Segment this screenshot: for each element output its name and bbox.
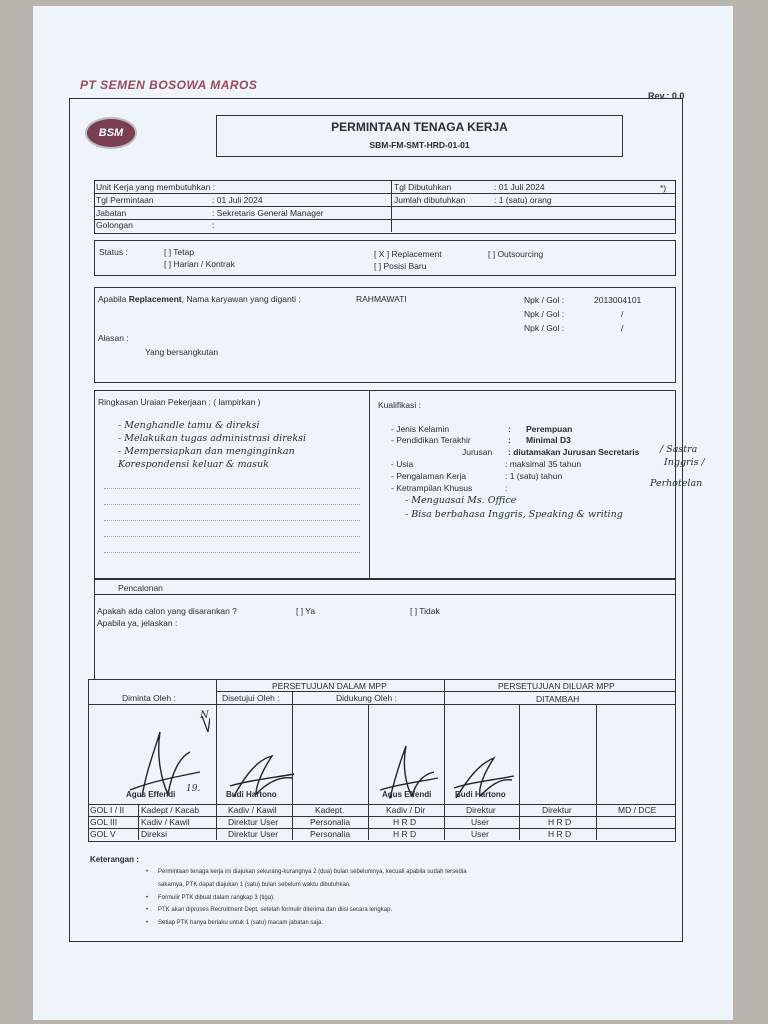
approver-cell: H R D: [393, 817, 417, 827]
tgl-dibutuhkan-value: : 01 Juli 2024: [494, 182, 545, 192]
approver-cell: Personalia: [310, 829, 351, 839]
uraian-label: Ringkasan Uraian Pekerjaan : ( lampirkan ): [98, 397, 261, 407]
approver-cell: Kadiv / Dir: [386, 805, 426, 815]
note-item: Setiap PTK hanya berlaku untuk 1 (satu) macam jabatan saja.: [158, 920, 324, 926]
note-item: PTK akan diproses Recruitment Dept. setelah formulir diterima dan diisi secara lengkap.: [158, 907, 393, 913]
approver-cell: H R D: [548, 817, 572, 827]
tgl-dibutuhkan-mark: *): [660, 183, 667, 193]
npk-label-2: Npk / Gol :: [524, 309, 565, 319]
pencalonan-question: Apakah ada calon yang disarankan ?: [97, 606, 237, 616]
pendidikan-value: Minimal D3: [526, 435, 571, 445]
approver-cell: User: [471, 817, 489, 827]
approver-cell: H R D: [548, 829, 572, 839]
uraian-item: Korespondensi keluar & masuk: [118, 459, 269, 470]
jurusan-handwritten-1: / Sastra: [660, 444, 698, 455]
note-bullet: •: [146, 907, 149, 913]
status-posisi-baru-checkbox[interactable]: [ ] Posisi Baru: [374, 261, 427, 271]
approver-cell: Kadiv / Kawil: [228, 805, 277, 815]
skill-item: - Bisa berbahasa Inggris, Speaking & writing: [405, 509, 623, 520]
approval-mark-date: 19.: [186, 784, 201, 794]
signer-name-2: Budi Hartono: [226, 790, 277, 799]
tgl-permintaan-value: : 01 Juli 2024: [212, 195, 263, 205]
ditambah-header: DITAMBAH: [536, 694, 580, 704]
signer-name-1: Agus Effendi: [126, 790, 176, 799]
pengalaman-label: - Pengalaman Kerja: [391, 471, 467, 481]
company-name: PT SEMEN BOSOWA MAROS: [80, 78, 258, 92]
alasan-value: Yang bersangkutan: [145, 347, 219, 357]
tgl-dibutuhkan-label: Tgl Dibutuhkan: [394, 182, 452, 192]
kualifikasi-label: Kualifikasi :: [378, 400, 421, 410]
approver-cell: Direksi: [141, 829, 167, 839]
pencalonan-jelaskan: Apabila ya, jelaskan :: [97, 618, 178, 628]
form-title: PERMINTAAN TENAGA KERJA: [331, 120, 508, 134]
approver-cell: Kadiv / Kawil: [141, 817, 190, 827]
alasan-label: Alasan :: [98, 333, 129, 343]
note-bullet: •: [146, 869, 149, 875]
status-tetap-checkbox[interactable]: [ ] Tetap: [164, 247, 195, 257]
gol-cell: GOL V: [90, 829, 116, 839]
approver-cell: Kadept / Kacab: [141, 805, 200, 815]
jabatan-label: Jabatan: [96, 208, 127, 218]
disetujui-oleh-header: Disetujui Oleh :: [222, 693, 280, 703]
status-replacement-checkbox[interactable]: [ X ] Replacement: [374, 249, 442, 259]
unit-kerja-label: Unit Kerja yang membutuhkan :: [96, 182, 216, 192]
ketrampilan-label: - Ketrampilan Khusus: [391, 483, 473, 493]
approver-cell: User: [471, 829, 489, 839]
jenis-kelamin-value: Perempuan: [526, 424, 573, 434]
note-bullet: •: [146, 920, 149, 926]
approver-cell: Direktur: [466, 805, 496, 815]
usia-label: - Usia: [391, 459, 414, 469]
approver-cell: MD / DCE: [618, 805, 657, 815]
keterangan-label: Keterangan :: [90, 855, 139, 864]
jurusan-value: : diutamakan Jurusan Secretaris: [508, 447, 640, 457]
approval-dalam-mpp-header: PERSETUJUAN DALAM MPP: [272, 681, 387, 691]
jurusan-handwritten-3: Perhotelan: [650, 478, 703, 489]
golongan-label: Golongan: [96, 220, 133, 230]
pencalonan-tidak-checkbox[interactable]: [ ] Tidak: [410, 606, 440, 616]
gol-cell: GOL I / II: [90, 805, 125, 815]
approval-mark-n: N: [200, 710, 209, 721]
uraian-item: - Mempersiapkan dan menginginkan: [118, 446, 295, 457]
approver-cell: Direktur: [542, 805, 572, 815]
tgl-permintaan-label: Tgl Permintaan: [96, 195, 154, 205]
note-item: Formulir PTK dibuat dalam rangkap 3 (tiga).: [158, 895, 275, 901]
pendidikan-colon: :: [508, 435, 511, 445]
npk-value-2: /: [621, 309, 624, 319]
approver-cell: Kadept.: [315, 805, 345, 815]
ketrampilan-colon: :: [505, 483, 508, 493]
signer-name-4: Budi Hartono: [455, 790, 506, 799]
signer-name-3: Agus Effendi: [382, 790, 432, 799]
skill-item: - Menguasai Ms. Office: [405, 495, 517, 506]
jabatan-value: : Sekretaris General Manager: [212, 208, 324, 218]
pencalonan-ya-checkbox[interactable]: [ ] Ya: [296, 606, 316, 616]
pendidikan-label: - Pendidikan Terakhir: [391, 435, 471, 445]
approver-cell: Direktur User: [228, 817, 279, 827]
pengalaman-value: : 1 (satu) tahun: [505, 471, 563, 481]
status-outsourcing-checkbox[interactable]: [ ] Outsourcing: [488, 249, 544, 259]
jumlah-label: Jumlah dibutuhkan: [394, 195, 466, 205]
diminta-oleh-header: Diminta Oleh :: [122, 693, 176, 703]
didukung-oleh-header: Didukung Oleh :: [336, 693, 397, 703]
form-code: SBM-FM-SMT-HRD-01-01: [369, 140, 470, 150]
uraian-item: - Menghandle tamu & direksi: [118, 420, 260, 431]
form-title-box: [216, 115, 623, 157]
replaced-employee-name: RAHMAWATI: [356, 294, 407, 304]
status-label: Status :: [99, 247, 128, 257]
npk-value-3: /: [621, 323, 624, 333]
approval-luar-mpp-header: PERSETUJUAN DILUAR MPP: [498, 681, 615, 691]
jenis-kelamin-colon: :: [508, 424, 511, 434]
approver-cell: H R D: [393, 829, 417, 839]
golongan-value: :: [212, 220, 215, 230]
approver-cell: Personalia: [310, 817, 351, 827]
note-bullet: •: [146, 895, 149, 901]
revision-label: Rev.: 0.0: [648, 91, 685, 101]
npk-label-1: Npk / Gol :: [524, 295, 565, 305]
approver-cell: Direktur User: [228, 829, 279, 839]
note-item: Permintaan tenaga kerja ini diajukan sekurang-kurangnya 2 (dua) bulan sebelumnya, kecuali apabila sudah tersedia: [158, 869, 467, 875]
usia-value: : maksimal 35 tahun: [505, 459, 582, 469]
jurusan-handwritten-2: Inggris /: [664, 457, 705, 468]
status-harian-checkbox[interactable]: [ ] Harian / Kontrak: [164, 259, 235, 269]
note-item: sakarnya, PTK dapat diajukan 1 (satu) bulan sebelum waktu dibutuhkan.: [158, 882, 351, 888]
company-logo: BSM: [85, 117, 137, 149]
npk-label-3: Npk / Gol :: [524, 323, 565, 333]
jumlah-value: : 1 (satu) orang: [494, 195, 552, 205]
npk-value-1: 2013004101: [594, 295, 642, 305]
replacement-question: Apabila Replacement, Nama karyawan yang diganti :: [98, 294, 301, 304]
gol-cell: GOL III: [90, 817, 118, 827]
jenis-kelamin-label: - Jenis Kelamin: [391, 424, 450, 434]
pencalonan-label: Pencalonan: [118, 583, 163, 593]
uraian-item: - Melakukan tugas administrasi direksi: [118, 433, 307, 444]
jurusan-label: Jurusan: [462, 447, 493, 457]
